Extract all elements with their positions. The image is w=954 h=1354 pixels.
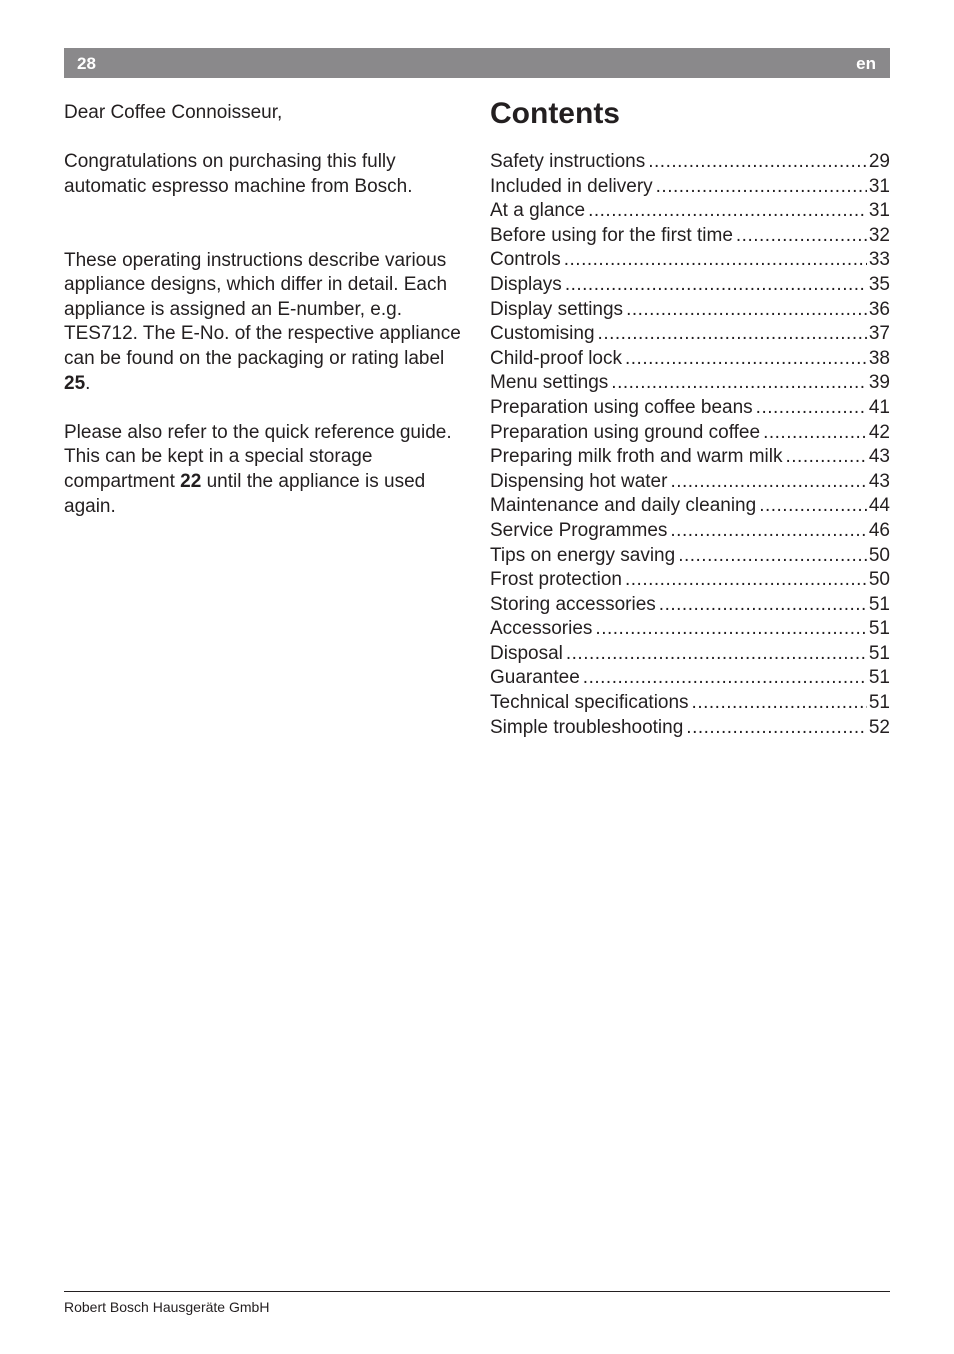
- toc-leader-dots: [785, 445, 866, 470]
- toc-leader-dots: [736, 224, 867, 249]
- toc-entry-title: Safety instructions: [490, 151, 646, 172]
- reference-paragraph: [64, 421, 468, 519]
- congratulations-text: Congratulations on purchasing this fully automatic espresso machine from Bosch.: [64, 151, 413, 197]
- toc-entry-page: 35: [868, 273, 890, 295]
- page-number: 28: [77, 54, 96, 73]
- toc-entry-page: 41: [868, 396, 890, 418]
- reference-text: Please also refer to the quick reference guide. This can be kept in a special storage compartment: [64, 421, 452, 492]
- toc-entry-page: 42: [868, 421, 890, 443]
- storage-compartment-ref: 22: [180, 470, 202, 492]
- toc-entry-title: Display settings: [490, 298, 624, 320]
- toc-entry-title: Preparing milk froth and warm milk: [490, 446, 783, 468]
- toc-entry[interactable]: [490, 494, 890, 519]
- toc-entry-title: Service Programmes: [490, 519, 668, 541]
- toc-leader-dots: [656, 175, 867, 200]
- toc-leader-dots: [670, 470, 866, 495]
- toc-entry-title: Accessories: [490, 618, 593, 640]
- toc-leader-dots: [588, 199, 867, 224]
- toc-leader-dots: [625, 347, 867, 372]
- toc-leader-dots: [763, 421, 867, 446]
- toc-entry-title: Preparation using coffee beans: [490, 396, 753, 418]
- toc-entry-title: Preparation using ground coffee: [490, 421, 761, 443]
- toc-entry[interactable]: [490, 199, 890, 224]
- toc-entry-page: 29: [868, 151, 890, 172]
- toc-entry-page: 39: [868, 372, 890, 394]
- salutation-text: Dear Coffee Connoisseur,: [64, 102, 283, 123]
- toc-leader-dots: [626, 298, 867, 323]
- toc-entry-page: 32: [868, 224, 890, 246]
- toc-entry[interactable]: [490, 175, 890, 200]
- toc-entry-page: 51: [868, 667, 890, 689]
- toc-entry-title: Tips on energy saving: [490, 544, 676, 566]
- toc-entry-page: 31: [868, 200, 890, 222]
- toc-entry-title: Dispensing hot water: [490, 470, 668, 492]
- contents-heading: Contents: [490, 97, 620, 130]
- toc-entry[interactable]: [490, 445, 890, 470]
- toc-entry-page: 43: [868, 470, 890, 492]
- toc-entry-page: 43: [868, 446, 890, 468]
- table-of-contents: [490, 150, 890, 740]
- toc-entry[interactable]: [490, 568, 890, 593]
- reference-end: until the appliance is used again.: [64, 470, 426, 517]
- toc-entry-page: 33: [868, 249, 890, 271]
- toc-leader-dots: [686, 716, 867, 741]
- toc-entry[interactable]: [490, 322, 890, 347]
- toc-entry-page: 51: [868, 618, 890, 640]
- toc-entry[interactable]: [490, 248, 890, 273]
- toc-entry[interactable]: [490, 421, 890, 446]
- toc-entry-title: Storing accessories: [490, 593, 656, 615]
- toc-leader-dots: [611, 371, 867, 396]
- toc-entry-page: 44: [868, 495, 890, 517]
- toc-entry-page: 52: [868, 716, 890, 738]
- toc-entry[interactable]: [490, 273, 890, 298]
- toc-entry[interactable]: [490, 224, 890, 249]
- toc-entry[interactable]: [490, 371, 890, 396]
- toc-entry-page: 31: [868, 175, 890, 197]
- toc-entry-title: Displays: [490, 273, 562, 295]
- toc-entry-title: Disposal: [490, 642, 563, 664]
- toc-entry-page: 50: [868, 569, 890, 591]
- toc-entry-page: 36: [868, 298, 890, 320]
- description-end: .: [85, 372, 91, 394]
- toc-entry-page: 46: [868, 519, 890, 541]
- footer-company: Robert Bosch Hausgeräte GmbH: [64, 1299, 270, 1315]
- toc-entry[interactable]: [490, 593, 890, 618]
- toc-leader-dots: [583, 666, 867, 691]
- toc-leader-dots: [756, 396, 867, 421]
- toc-entry-title: Menu settings: [490, 372, 609, 394]
- toc-leader-dots: [678, 544, 867, 569]
- toc-entry[interactable]: [490, 642, 890, 667]
- toc-entry-title: Guarantee: [490, 667, 580, 689]
- toc-entry[interactable]: [490, 544, 890, 569]
- toc-leader-dots: [566, 642, 867, 667]
- toc-entry-title: At a glance: [490, 200, 586, 222]
- toc-entry-title: Simple troubleshooting: [490, 716, 684, 738]
- toc-entry[interactable]: [490, 617, 890, 642]
- toc-entry-title: Included in delivery: [490, 175, 653, 197]
- toc-entry[interactable]: [490, 716, 890, 741]
- toc-leader-dots: [659, 593, 867, 618]
- description-paragraph: [64, 249, 468, 397]
- toc-leader-dots: [670, 519, 866, 544]
- description-text: These operating instructions describe various appliance designs, which differ in detail. Each appliance is assigned an E-number, e.g. TES712. The E-No. of the respective appliance can be found on the packaging or rating label: [64, 249, 461, 369]
- toc-entry-page: 38: [868, 347, 890, 369]
- toc-entry-page: 51: [868, 642, 890, 664]
- toc-entry[interactable]: [490, 519, 890, 544]
- toc-entry-page: 51: [868, 692, 890, 714]
- toc-leader-dots: [648, 150, 867, 175]
- toc-leader-dots: [598, 322, 867, 347]
- toc-entry[interactable]: [490, 666, 890, 691]
- toc-entry[interactable]: [490, 298, 890, 323]
- toc-leader-dots: [625, 568, 867, 593]
- intro-column: [64, 101, 468, 519]
- contents-column: [490, 96, 890, 740]
- toc-entry-title: Child-proof lock: [490, 347, 622, 369]
- toc-entry-title: Before using for the first time: [490, 224, 733, 246]
- toc-leader-dots: [565, 273, 867, 298]
- toc-entry-title: Frost protection: [490, 569, 622, 591]
- toc-entry-title: Technical specifications: [490, 692, 689, 714]
- toc-entry-page: 51: [868, 593, 890, 615]
- toc-entry[interactable]: [490, 396, 890, 421]
- toc-entry[interactable]: [490, 470, 890, 495]
- toc-entry-title: Customising: [490, 323, 595, 345]
- toc-leader-dots: [759, 494, 867, 519]
- toc-entry[interactable]: [490, 150, 890, 175]
- footer-divider: [64, 1291, 890, 1292]
- toc-leader-dots: [692, 691, 867, 716]
- toc-leader-dots: [595, 617, 866, 642]
- toc-entry-page: 37: [868, 323, 890, 345]
- language-code: en: [856, 54, 876, 73]
- toc-leader-dots: [564, 248, 867, 273]
- toc-entry-page: 50: [868, 544, 890, 566]
- toc-entry-title: Maintenance and daily cleaning: [490, 495, 757, 517]
- toc-entry[interactable]: [490, 347, 890, 372]
- page-header-bar: [64, 48, 890, 78]
- rating-label-ref: 25: [64, 372, 86, 394]
- toc-entry-title: Controls: [490, 249, 561, 271]
- toc-entry[interactable]: [490, 691, 890, 716]
